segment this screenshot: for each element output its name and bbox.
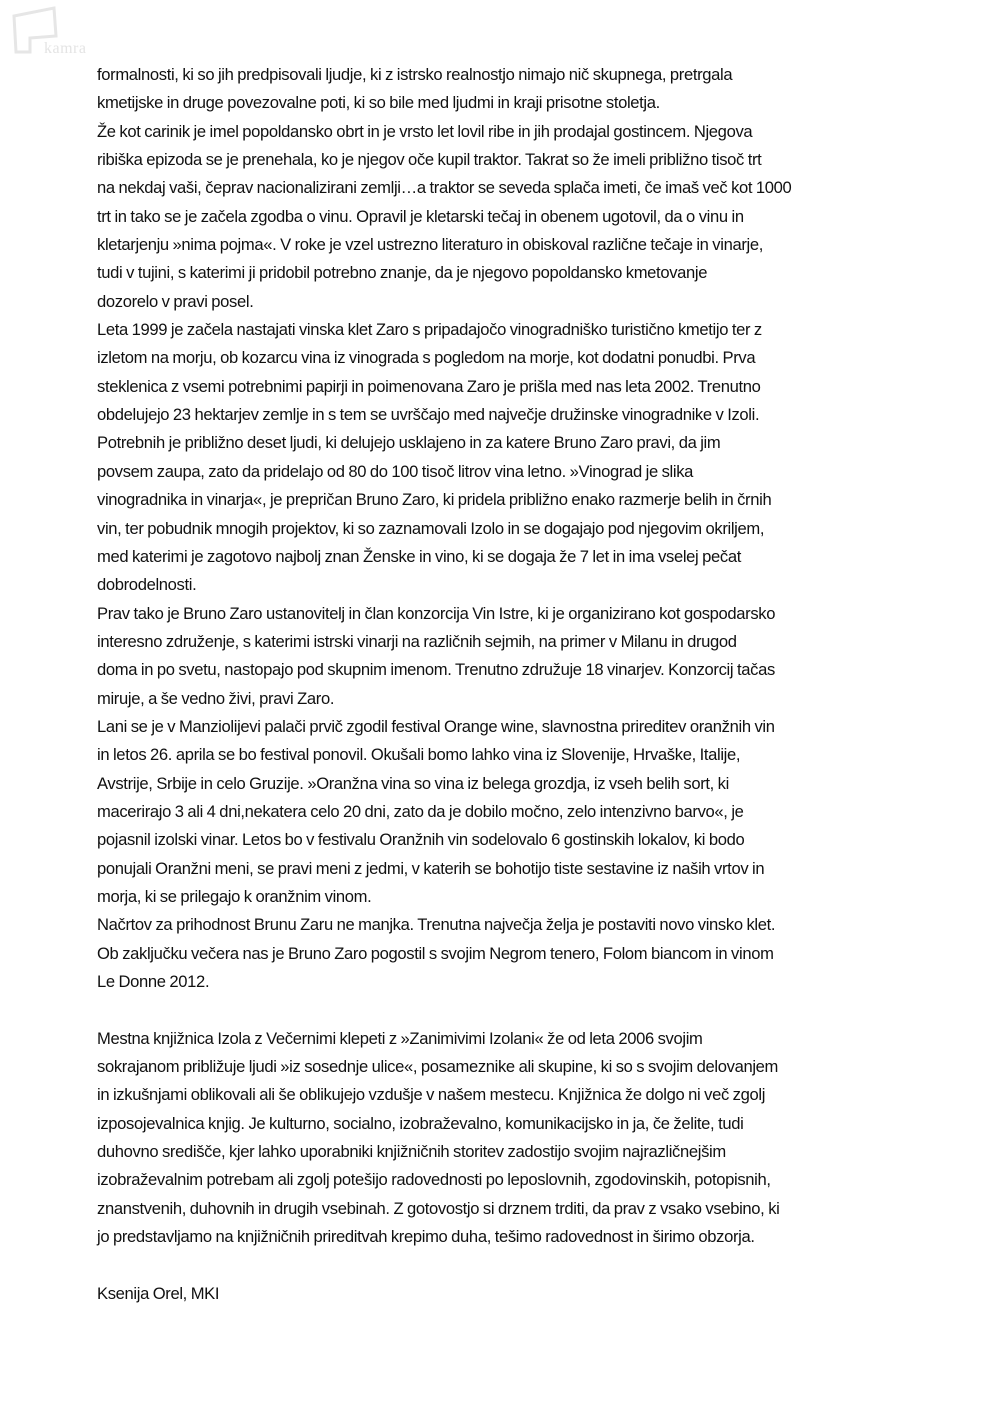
text-line: kmetijske in druge povezovalne poti, ki so bile med ljudmi in kraji prisotne stoletja.	[97, 93, 660, 113]
text-line: pojasnil izolski vinar. Letos bo v festivalu Oranžnih vin sodelovalo 6 gostinskih lokalov, ki bodo	[97, 830, 745, 850]
text-line: sokrajanom približuje ljudi »iz sosednje ulice«, posameznike ali skupine, ki so s svojim delovanjem	[97, 1057, 779, 1077]
text-line: kletarjenju »nima pojma«. V roke je vzel ustrezno literaturo in obiskoval različne tečaje in vinarje,	[97, 235, 763, 255]
paragraph-spacer	[97, 1251, 917, 1279]
paragraph-winery-history	[97, 316, 917, 599]
text-line: vinogradnika in vinarja«, je prepričan Bruno Zaro, ki pridela približno enako razmerje belih in črnih	[97, 490, 772, 510]
text-line: ponujali Oranžni meni, se pravi meni z jedmi, v katerih se bohotijo tiste sestavine iz naših vrtov in	[97, 858, 765, 878]
text-line: povsem zaupa, zato da pridelajo od 80 do 100 tisoč litrov vina letno. »Vinograd je slika	[97, 461, 694, 481]
text-line: Prav tako je Bruno Zaro ustanovitelj in član konzorcija Vin Istre, ki je organizirano kot gospodarsko	[97, 603, 776, 623]
paragraph-customs-officer	[97, 118, 917, 316]
text-line: znanstvenih, duhovnih in drugih vsebinah. Z gotovostjo si drznem trditi, da prav z vsako vsebino, ki	[97, 1198, 780, 1218]
text-line: Potrebnih je približno deset ljudi, ki delujejo usklajeno in za katere Bruno Zaro pravi, da jim	[97, 433, 721, 453]
author-signature: Ksenija Orel, MKI	[97, 1283, 220, 1303]
text-line: izposojevalnica knjig. Je kulturno, socialno, izobraževalno, komunikacijsko in ja, če želite, tudi	[97, 1113, 744, 1133]
text-line: na nekdaj vaši, čeprav nacionalizirani zemlji…a traktor se seveda splača imeti, če imaš več kot 1000	[97, 178, 792, 198]
text-line: formalnosti, ki so jih predpisovali ljudje, ki z istrsko realnostjo nimajo nič skupnega, pretrgala	[97, 65, 733, 84]
text-line: macerirajo 3 ali 4 dni,nekatera celo 20 dni, zato da je dobilo močno, zelo intenzivno barvo«, je	[97, 801, 744, 821]
text-line: dozorelo v pravi posel.	[97, 291, 254, 311]
text-line: Le Donne 2012.	[97, 972, 210, 991]
text-line: ribiška epizoda se je prenehala, ko je njegov oče kupil traktor. Takrat so že imeli približno tisoč trt	[97, 150, 762, 170]
text-line: doma in po svetu, nastopajo pod skupnim imenom. Trenutno združuje 18 vinarjev. Konzorcij tačas	[97, 660, 775, 680]
text-line: trt in tako se je začela zgodba o vinu. Opravil je kletarski tečaj in obenem ugotovil, da o vinu in	[97, 206, 744, 226]
paragraph-orange-wine-festival	[97, 713, 917, 911]
text-line: in izkušnjami oblikovali ali še oblikujejo vzdušje v našem mestecu. Knjižnica že dolgo ni več zgolj	[97, 1085, 766, 1105]
text-line: Lani se je v Manziolijevi palači prvič zgodil festival Orange wine, slavnostna prireditev oranžnih vin	[97, 716, 775, 736]
text-line: steklenica z vsemi potrebnimi papirji in poimenovana Zaro je prišla med nas leta 2002. Trenutno	[97, 376, 761, 396]
paragraph-intro-continued	[97, 61, 917, 118]
text-line: dobrodelnosti.	[97, 575, 197, 595]
text-line: in letos 26. aprila se bo festival ponovil. Okušali bomo lahko vina iz Slovenije, Hrvaške, Italije,	[97, 745, 741, 765]
text-line: Mestna knjižnica Izola z Večernimi klepeti z »Zanimivimi Izolani« že od leta 2006 svojim	[97, 1028, 703, 1048]
paragraph-spacer	[97, 996, 917, 1024]
text-line: med katerimi je zagotovo najbolj znan Ženske in vino, ki se dogaja že 7 let in ima vselej pečat	[97, 546, 741, 566]
text-line: izletom na morju, ob kozarcu vina iz vinograda s pogledom na morje, kot dodatni ponudbi. Prva	[97, 348, 756, 368]
text-line: tudi v tujini, s katerimi ji pridobil potrebno znanje, da je njegovo popoldansko kmetovanje	[97, 263, 708, 283]
text-line: izobraževalnim potrebam ali zgolj potešijo radovednosti po leposlovnih, zgodovinskih, potopisnih,	[97, 1170, 771, 1190]
text-line: vin, ter pobudnik mnogih projektov, ki so zaznamovali Izolo in se dogajajo pod njegovim okriljem,	[97, 518, 765, 538]
text-line: Načrtov za prihodnost Brunu Zaru ne manjka. Trenutna največja želja je postaviti novo vinsko klet.	[97, 915, 776, 935]
paragraph-future-plans	[97, 911, 917, 996]
kamra-watermark-logo	[10, 6, 120, 56]
text-line: Avstrije, Srbije in celo Gruzije. »Oranžna vina so vina iz belega grozdja, iz vseh belih sort, ki	[97, 773, 729, 793]
text-line: Ob zaključku večera nas je Bruno Zaro pogostil s svojim Negrom tenero, Folom biancom in vinom	[97, 943, 774, 963]
watermark-text: kamra	[44, 40, 87, 57]
text-line: duhovno središče, kjer lahko uporabniki knjižničnih storitev zadostijo svojim najrazličnejšim	[97, 1142, 726, 1162]
text-line: interesno združenje, s katerimi istrski vinarji na različnih sejmih, na primer v Milanu in drugod	[97, 631, 737, 651]
document-page	[97, 61, 917, 1308]
text-line: miruje, a še vedno živi, pravi Zaro.	[97, 688, 335, 708]
text-line: Leta 1999 je začela nastajati vinska klet Zaro s pripadajočo vinogradniško turistično kmetijo ter z	[97, 320, 762, 340]
text-line: morja, ki se prilegajo k oranžnim vinom.	[97, 886, 372, 906]
paragraph-library-closing	[97, 1025, 917, 1252]
text-line: jo predstavljamo na knjižničnih prireditvah krepimo duha, tešimo radovednost in širimo obzorja.	[97, 1227, 755, 1247]
paragraph-consortium	[97, 600, 917, 713]
text-line: obdelujejo 23 hektarjev zemlje in s tem se uvrščajo med največje družinske vinogradnike v Izoli.	[97, 405, 760, 425]
text-line: Že kot carinik je imel popoldansko obrt in je vrsto let lovil ribe in jih prodajal gostincem. Njegova	[97, 121, 753, 141]
